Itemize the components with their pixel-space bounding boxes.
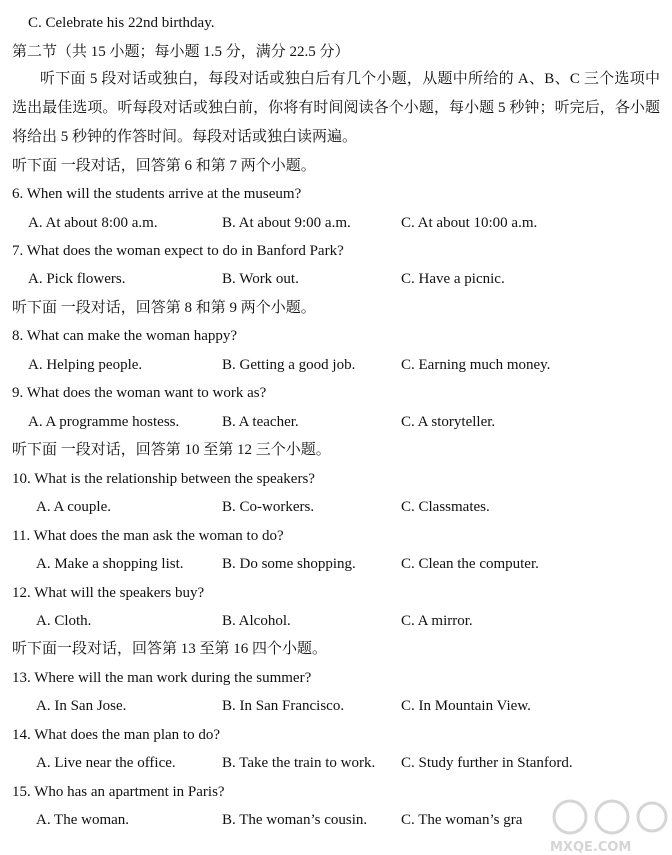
option-b: B. At about 9:00 a.m.	[222, 215, 351, 231]
option-c: C. Clean the computer.	[401, 556, 539, 572]
option-c: C. The woman’s gra	[401, 812, 523, 828]
watermark-text: MXQE.COM	[550, 840, 632, 855]
option-b: B. A teacher.	[222, 414, 299, 430]
option-a: A. Helping people.	[28, 357, 143, 373]
question-text: 7. What does the woman expect to do in Banford Park?	[12, 243, 344, 259]
previous-question-option-c: C. Celebrate his 22nd birthday.	[28, 15, 215, 31]
option-b: B. Getting a good job.	[222, 357, 356, 373]
question-text: 13. Where will the man work during the summer?	[12, 670, 312, 686]
option-c: C. A storyteller.	[401, 414, 496, 430]
question-text: 6. When will the students arrive at the museum?	[12, 186, 302, 202]
option-a: A. Make a shopping list.	[36, 556, 184, 572]
option-b: B. Do some shopping.	[222, 556, 356, 572]
dialog-prompt: 听下面 一段对话，回答第 8 和第 9 两个小题。	[12, 300, 316, 316]
option-c: C. Have a picnic.	[401, 271, 505, 287]
option-c: C. A mirror.	[401, 613, 473, 629]
question-text: 9. What does the woman want to work as?	[12, 385, 267, 401]
option-a: A. At about 8:00 a.m.	[28, 215, 158, 231]
option-b: B. Work out.	[222, 271, 299, 287]
dialog-prompt: 听下面 一段对话，回答第 10 至第 12 三个小题。	[12, 442, 331, 458]
option-a: A. A couple.	[36, 499, 111, 515]
question-text: 10. What is the relationship between the speakers?	[12, 471, 315, 487]
option-c: C. At about 10:00 a.m.	[401, 215, 538, 231]
option-b: B. In San Francisco.	[222, 698, 345, 714]
option-b: B. The woman’s cousin.	[222, 812, 368, 828]
dialog-prompt: 听下面一段对话，回答第 13 至第 16 四个小题。	[12, 641, 328, 657]
section-heading: 第二节（共 15 小题；每小题 1.5 分，满分 22.5 分）	[12, 44, 350, 60]
section-instructions: 听下面 5 段对话或独白，每段对话或独白后有几个小题，从题中所给的 A、B、C 三个选项中选出最佳选项。听每段对话或独白前，你将有时间阅读各个小题，每小题 5 秒钟；听完后，各小题将给出 5 秒钟的作答时间。每段对话或独白读两遍。	[12, 71, 660, 145]
option-b: B. Take the train to work.	[222, 755, 376, 771]
option-c: C. In Mountain View.	[401, 698, 531, 714]
watermark-logo	[542, 795, 672, 855]
option-c: C. Earning much money.	[401, 357, 551, 373]
option-b: B. Co-workers.	[222, 499, 315, 515]
option-a: A. Live near the office.	[36, 755, 176, 771]
question-text: 15. Who has an apartment in Paris?	[12, 784, 225, 800]
option-a: A. Cloth.	[36, 613, 92, 629]
option-a: A. In San Jose.	[36, 698, 127, 714]
option-a: A. A programme hostess.	[28, 414, 180, 430]
dialog-prompt: 听下面 一段对话，回答第 6 和第 7 两个小题。	[12, 158, 316, 174]
question-text: 12. What will the speakers buy?	[12, 585, 205, 601]
question-text: 11. What does the man ask the woman to do?	[12, 528, 284, 544]
option-c: C. Study further in Stanford.	[401, 755, 573, 771]
option-c: C. Classmates.	[401, 499, 490, 515]
option-a: A. Pick flowers.	[28, 271, 126, 287]
question-text: 14. What does the man plan to do?	[12, 727, 221, 743]
question-text: 8. What can make the woman happy?	[12, 328, 238, 344]
option-a: A. The woman.	[36, 812, 130, 828]
option-b: B. Alcohol.	[222, 613, 291, 629]
